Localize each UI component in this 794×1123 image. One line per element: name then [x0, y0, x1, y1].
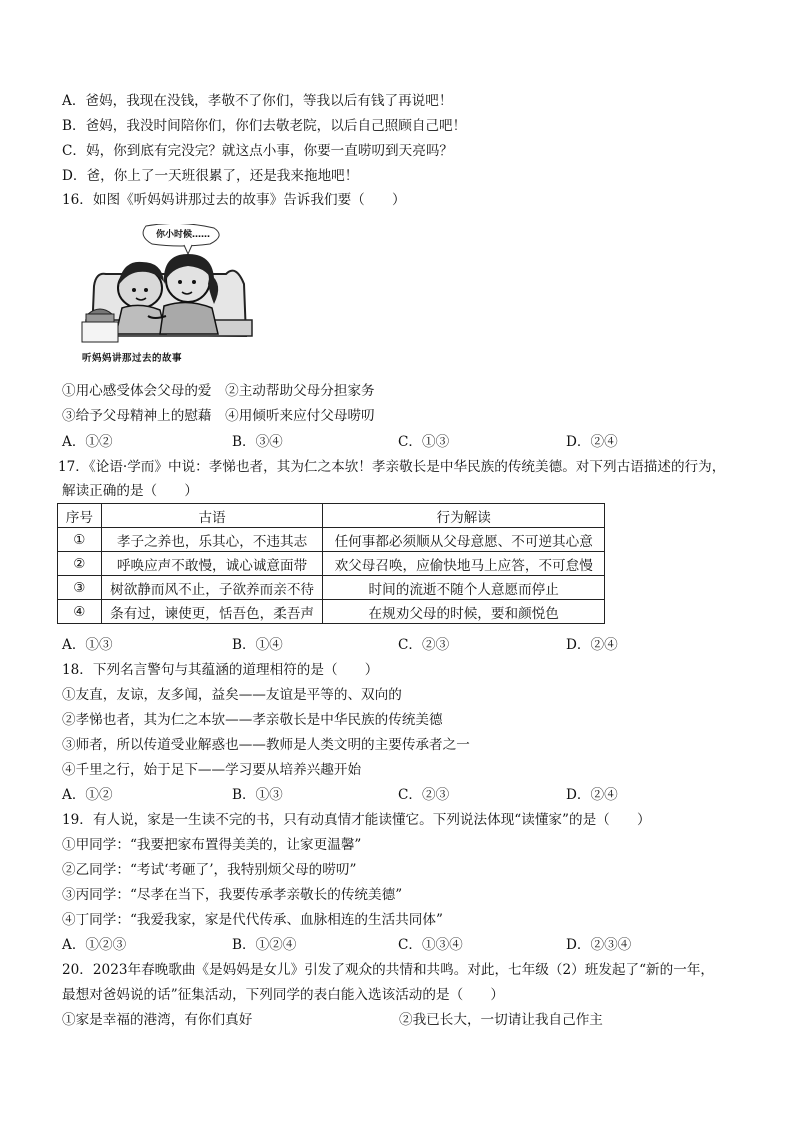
table-header-cell: 行为解读 — [323, 504, 605, 528]
q19-statement-1: ①甲同学：“我要把家布置得美美的，让家更温馨” — [62, 837, 362, 853]
q19-option-d: D．②③④ — [566, 937, 632, 953]
q16-option-b: B．③④ — [232, 434, 283, 450]
q18-option-a: A．①② — [62, 787, 113, 803]
table-row — [58, 600, 605, 624]
q19-statement-3: ③丙同学：“尽孝在当下，我要传承孝亲敬长的传统美德” — [62, 887, 403, 903]
q19-statement-4: ④丁同学：“我爱我家，家是代代传承、血脉相连的生活共同体” — [62, 912, 443, 928]
q19-stem: 19．有人说，家是一生读不完的书，只有动真情才能读懂它。下列说法体现“读懂家”的是（ ） — [62, 812, 651, 828]
q16-options — [62, 433, 722, 451]
table-header-row — [58, 504, 605, 528]
q19-option-b: B．①②④ — [232, 937, 297, 953]
table-row — [58, 552, 605, 576]
q20-statement-1: ①家是幸福的港湾，有你们真好 — [62, 1012, 253, 1028]
q17-option-b: B．①④ — [232, 637, 283, 653]
q17-options — [62, 636, 722, 654]
mother-story-cartoon — [76, 224, 260, 370]
table-cell: ③ — [58, 576, 102, 600]
q17-stem-line2: 解读正确的是（ ） — [62, 483, 198, 499]
q18-option-d: D．②④ — [566, 787, 618, 803]
q18-statement-1: ①友直，友谅，友多闻，益矣——友谊是平等的、双向的 — [62, 687, 402, 703]
table-cell: 任何事都必须顺从父母意愿、不可逆其心意 — [323, 528, 605, 552]
q16-option-a: A．①② — [62, 434, 113, 450]
table-cell: 树欲静而风不止，子欲养而亲不待 — [101, 576, 323, 600]
cartoon-illustration-icon — [76, 224, 260, 370]
q18-options — [62, 786, 722, 804]
table-header-cell: 序号 — [58, 504, 102, 528]
q20-stem-line2: 最想对爸妈说的话”征集活动，下列同学的表白能入选该活动的是（ ） — [62, 987, 504, 1003]
q19-statement-2: ②乙同学：“考试‘考砸了’，我特别烦父母的唠叨” — [62, 862, 357, 878]
q15-option-d: D．爸，你上了一天班很累了，还是我来拖地吧！ — [62, 168, 359, 184]
table-row — [58, 528, 605, 552]
q20-statements — [62, 1011, 722, 1029]
q16-statement-2: ③给予父母精神上的慰藉 ④用倾听来应付父母唠叨 — [62, 408, 375, 424]
table-cell: 欢父母召唤，应偷快地马上应答，不可怠慢 — [323, 552, 605, 576]
q18-option-b: B．①③ — [232, 787, 283, 803]
q15-option-b: B．爸妈，我没时间陪你们，你们去敬老院，以后自己照顾自己吧！ — [62, 118, 467, 134]
table-cell: 在规劝父母的时候，要和颜悦色 — [323, 600, 605, 624]
q18-stem: 18．下列名言警句与其蕴涵的道理相符的是（ ） — [62, 662, 379, 678]
q18-statement-3: ③师者，所以传道受业解惑也——教师是人类文明的主要传承者之一 — [62, 737, 470, 753]
q18-statement-4: ④千里之行，始于足下——学习要从培养兴趣开始 — [62, 762, 362, 778]
q19-option-c: C．①③④ — [398, 937, 463, 953]
q16-stem: 16．如图《听妈妈讲那过去的故事》告诉我们要（ ） — [62, 192, 406, 208]
cartoon-caption: 听妈妈讲那过去的故事 — [82, 353, 183, 364]
q17-option-d: D．②④ — [566, 637, 618, 653]
table-row — [58, 576, 605, 600]
q18-statement-2: ②孝悌也者，其为仁之本欤——孝亲敬长是中华民族的传统美德 — [62, 712, 443, 728]
table-cell: ② — [58, 552, 102, 576]
q20-statement-2: ②我已长大，一切请让我自己作主 — [399, 1012, 603, 1028]
q17-option-a: A．①③ — [62, 637, 113, 653]
q19-options — [62, 936, 722, 954]
table-cell: 条有过，谏使更，恬吾色，柔吾声 — [101, 600, 323, 624]
q17-option-c: C．②③ — [398, 637, 450, 653]
table-cell: 呼唤应声不敢慢，诚心诚意面带 — [101, 552, 323, 576]
q16-option-d: D．②④ — [566, 434, 618, 450]
q19-option-a: A．①②③ — [62, 937, 127, 953]
table-cell: 孝子之养也，乐其心，不违其志 — [101, 528, 323, 552]
q17-table — [57, 503, 605, 624]
q18-option-c: C．②③ — [398, 787, 450, 803]
q15-option-a: A．爸妈，我现在没钱，孝敬不了你们，等我以后有钱了再说吧！ — [62, 93, 453, 109]
q20-stem-line1: 20．2023年春晚歌曲《是妈妈是女儿》引发了观众的共情和共鸣。对此，七年级（2）班发起了“新的一年， — [62, 962, 715, 978]
table-header-cell: 古语 — [101, 504, 323, 528]
q15-option-c: C．妈，你到底有完没完？就这点小事，你要一直唠叨到天亮吗？ — [62, 143, 454, 159]
table-cell: 时间的流逝不随个人意愿而停止 — [323, 576, 605, 600]
table-cell: ④ — [58, 600, 102, 624]
q16-statement-1: ①用心感受体会父母的爱 ②主动帮助父母分担家务 — [62, 383, 375, 399]
q16-option-c: C．①③ — [398, 434, 450, 450]
table-cell: ① — [58, 528, 102, 552]
q17-stem-line1: 17．《论语·学而》中说：孝悌也者，其为仁之本欤！孝亲敬长是中华民族的传统美德。对下列古语描述的行为， — [58, 459, 726, 475]
cartoon-speech-text: 你小时候…… — [156, 230, 211, 240]
